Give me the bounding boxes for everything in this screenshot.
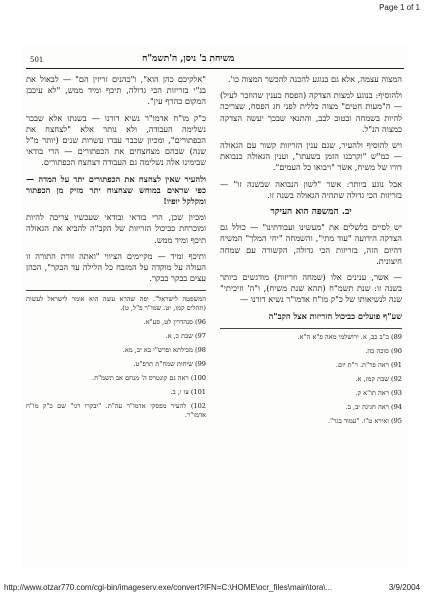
footnote: 97) שבת כ, א. <box>165 332 206 341</box>
paragraph: המצוה עצמה, אלא גם בנוגע להכנה להכשר המצוה כו'. <box>228 74 402 84</box>
footnote-rule <box>220 328 402 329</box>
footnote: 94) ראה חגיגה יב, ב. <box>345 402 402 411</box>
paragraph: אבל נוגע ביותר: אשר "לשון הנבואה שבשנה זו" — בזריזות הכי גדולה שתהיה הגאולה בשנה זו. <box>220 178 402 200</box>
page-number: 501 <box>30 56 44 64</box>
right-column <box>220 74 402 431</box>
footnote: 96) סנהדרין לט, סע"א. <box>143 318 206 327</box>
running-head: משיחת ב' ניסן, ה'תשמ"ח <box>142 54 235 64</box>
paragraph: ותיכף ומיד — מקיימים הציווי "ואתה זורת התורה זו העולה על מוקדה על המזבח כל הלילה עד הבקר", הכהן עצים בבקר בבקר. <box>26 250 206 284</box>
footnote: 100) ראה גם קונטרס ה' מנחם אב תשמ"ח. <box>92 374 206 383</box>
source-url[interactable]: http://www.otzar770.com/cgi-bin/imageserv.exe/convert?IFN=C:\HOME\ocr_files\main\tora\... <box>4 583 333 592</box>
footnote: 102) להעיר מפסקי אדמו"ר עה"ת. "יבקרו רגו" שם כ"ק מו"ח אדמו"ר. <box>26 402 206 420</box>
print-date: 3/9/2004 <box>388 583 420 592</box>
paragraph: "אלקיכם כהן הוא", ו"כהנים זריזין הם" — לבאול את בנ"י בזריזות הכי גדולה, תיכף ומיד ממש, "לא עיכבן המקום כהרף עין". <box>26 74 206 107</box>
footnote: המשפטה לישראל". יפה שהרא עשה הוא אומר לישראל לעשות (תהלים קמז, יט. שמו"ר פ"ל, ט). <box>26 295 206 313</box>
footnote: 98) מכילתא ופרש"י בא יב, מא. <box>122 346 206 355</box>
paragraph: — אשר, ענינים אלו (שמחה וזריזות) מודגשים ביותר בשנה זו: שנת תשמ"ח (תהא שנת משיח), ו"ה' וזיכיתי" שנה לנשיאותו של כ"ק מו"ח אדמו"ר נשיא דורנו — <box>220 272 402 305</box>
paragraph: ולהעיר שאין לצחצח את הכפתורים יתר על המדה — כפי שראים במוחש שצחצוח יתר מזיק מן הכפתור ומקלקל יופיו! <box>26 173 206 207</box>
verse-line: שע"ף פועלים כביכול הזריזות אצל הקב"ה <box>268 310 402 321</box>
header-rule <box>26 68 404 69</box>
paragraph: ולהוסיף: בנוגע למצות הצדקה (הפסח כענין שהוזכר לעיל) — ה"מעות חטים" מצוה כללית לפני חג הפסח, שצריכה להיות בשמחה ובטוב לבב, והתנאי שבכך יעשה הצדקה כמצוה הנ"ל. <box>220 90 402 134</box>
left-column <box>26 74 206 425</box>
footnote: 91) ראה פר"ת. ר"ת יום. <box>335 360 402 369</box>
section-title: יב. המשפה הוא העיקר <box>270 207 352 218</box>
footnote: 101) צו ו, ב. <box>170 388 206 397</box>
paragraph: ויש להוסיף ולהעיר, שגם ענין הזריזות קשור עם הגאולה — כמ"ש "וקרבנו הזמן בשעתו", וענין הגאולה כנבואת דורו של משיח, אשר "ויבואו כל העמים". <box>220 140 402 173</box>
paragraph: יש לסיים בלשלים את "מעשינו ועבודתינו" — כולל גם הצדקה הידועה "עוד מתי", והשמחה "יחי המלך" המשיח דהיום הזה, בזריזות הכי גדולה, הקשורה עם שמחה חיצונית. <box>220 222 402 266</box>
footnote: 89) ב"ב כב, א. ירושלמי מאה פ"א ה"א. <box>297 332 402 341</box>
footnote: 92) שבת קמז, א. <box>355 374 402 383</box>
page-count-label: Page 1 of 1 <box>379 3 420 12</box>
paragraph: ומכיון שכן, הרי בודאי ובודאי שעכשיו צריכה להיות ומוכרחת כביכול הזריזות של הקב"ה להביא את הגאולה תיכף ומיד ממש. <box>26 212 206 245</box>
footnote: 99) שיחות שמח"ת תרפ"ט. <box>133 360 206 369</box>
paragraph: כ"ק מו"ח אדמו"ר נשיא דורנו — בשנתו אלא שבכר נשלימה העבודה, ולא נותר אלא "לצחצח את הכפתורים", ומכיון שכבר עברו עשרות שנים (יותר מ"ל שנה) שבהם מצחצחים את הכפתורים — הרי בודאי שבימינו אלה נשלימה גם העבודה דצחצח הכפתורים. <box>26 112 206 168</box>
footnote: 90) סוכה כה. <box>365 346 402 355</box>
scanned-page <box>22 44 408 568</box>
footnote: 93) ראה תו"א ק. <box>355 388 402 397</box>
footnote: 95) ואירא ט"ו. "עמוד בגר". <box>328 416 402 425</box>
footnote-rule <box>26 290 206 291</box>
